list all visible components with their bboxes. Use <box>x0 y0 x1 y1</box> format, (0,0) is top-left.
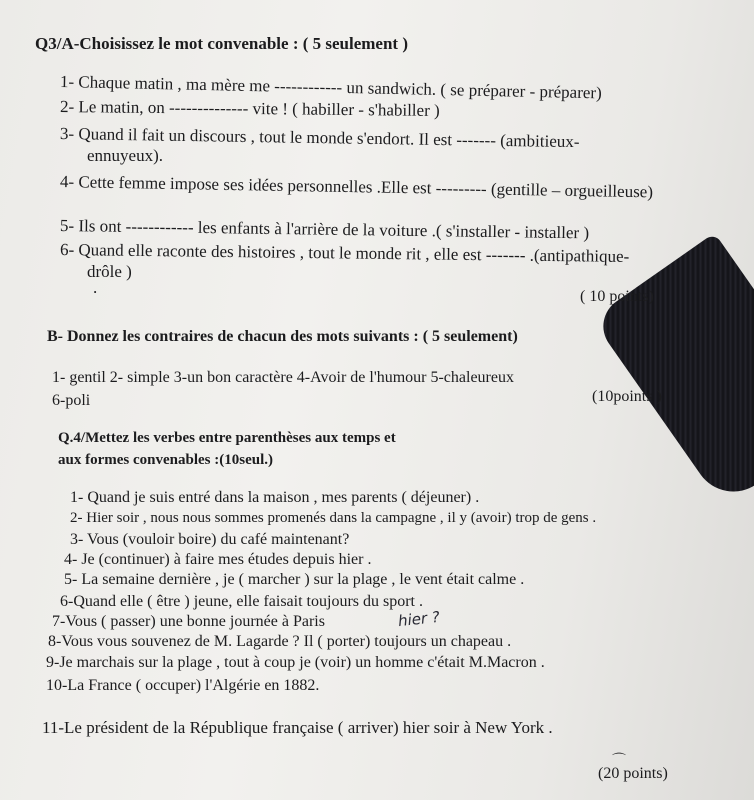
q3-line-2: 2- Le matin, on -------------- vite ! ( habiller - s'habiller ) <box>59 97 440 120</box>
q4-line-4: 4- Je (continuer) à faire mes études depuis hier . <box>64 551 372 568</box>
q4-line-8: 8-Vous vous souvenez de M. Lagarde ? Il ( porter) toujours un chapeau . <box>48 633 512 650</box>
q3-dot: . <box>93 278 98 297</box>
q4-line-6: 6-Quand elle ( être ) jeune, elle faisait toujours du sport . <box>60 593 423 610</box>
q4-line-11: 11-Le président de la République française ( arriver) hier soir à New York . <box>42 718 553 737</box>
q4-line-5: 5- La semaine dernière , je ( marcher ) sur la plage , le vent était calme . <box>64 571 525 588</box>
q4-title-2: aux formes convenables :(10seul.) <box>58 452 273 468</box>
q3-line-4: 4- Cette femme impose ses idées personnelles .Elle est --------- (gentille – orgueilleuse) <box>59 172 654 202</box>
qb-line-2: 6-poli <box>52 392 91 409</box>
q3-line-1: 1- Chaque matin , ma mère me ------------ un sandwich. ( se préparer - préparer) <box>59 72 602 103</box>
q3-line-3-cont: ennuyeux). <box>87 146 164 165</box>
q4-line-3: 3- Vous (vouloir boire) du café maintenant? <box>70 531 350 548</box>
q3-title: Q3/A-Choisissez le mot convenable : ( 5 seulement ) <box>35 34 409 53</box>
q3-line-5: 5- Ils ont ------------ les enfants à l'arrière de la voiture .( s'installer - installer ) <box>59 216 590 243</box>
dark-fabric-corner <box>592 233 754 507</box>
q3-line-3: 3- Quand il fait un discours , tout le monde s'endort. Il est ------- (ambitieux- <box>59 124 580 152</box>
q3-points: ( 10 points) <box>580 288 654 305</box>
q4-line-9: 9-Je marchais sur la plage , tout à coup je (voir) un homme c'était M.Macron . <box>46 654 545 671</box>
q4-line-1: 1- Quand je suis entré dans la maison , mes parents ( déjeuner) . <box>70 489 480 506</box>
qb-title: B- Donnez les contraires de chacun des mots suivants : ( 5 seulement) <box>47 328 518 345</box>
q4-title-1: Q.4/Mettez les verbes entre parenthèses aux temps et <box>58 430 396 446</box>
q3-line-6: 6- Quand elle raconte des histoires , tout le monde rit , elle est ------- .(antipathique- <box>59 240 630 266</box>
caret-mark: ⌒ <box>612 754 626 769</box>
q4-points: (20 points) <box>598 765 668 782</box>
q4-line-10: 10-La France ( occuper) l'Algérie en 1882. <box>46 677 320 694</box>
q4-line-7: 7-Vous ( passer) une bonne journée à Paris <box>52 613 325 630</box>
q3-line-6-cont: drôle ) <box>87 262 132 281</box>
qb-points: (10points ) <box>592 388 662 405</box>
q4-line-2: 2- Hier soir , nous nous sommes promenés dans la campagne , il y (avoir) trop de gens . <box>70 510 597 526</box>
qb-line-1: 1- gentil 2- simple 3-un bon caractère 4-Avoir de l'humour 5-chaleureux <box>52 369 514 386</box>
handwritten-note: hier ? <box>397 607 441 631</box>
